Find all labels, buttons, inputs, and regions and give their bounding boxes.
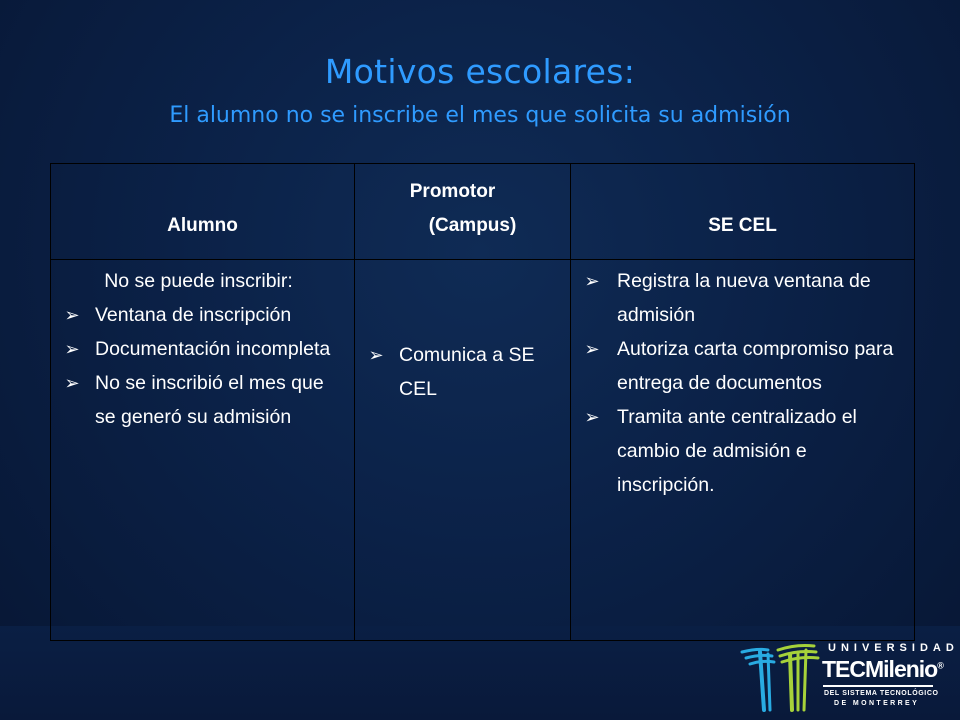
- cell-alumno: [51, 260, 355, 641]
- se-cel-list: [571, 264, 914, 502]
- header-se-cel-label: SE CEL: [708, 215, 777, 236]
- header-se-cel: [571, 164, 915, 260]
- alumno-item-text: Ventana de inscripción: [95, 304, 292, 326]
- promotor-item: [355, 338, 570, 406]
- arrow-bullet-icon: ➢: [368, 345, 384, 365]
- se-cel-item-text: Autoriza carta compromiso para entrega de documentos: [617, 338, 894, 394]
- alumno-item-text: Documentación incompleta: [95, 338, 331, 360]
- se-cel-item-text: Registra la nueva ventana de admisión: [617, 270, 871, 326]
- alumno-item: [51, 298, 354, 332]
- header-row: [51, 164, 915, 260]
- header-alumno-label: Alumno: [167, 215, 238, 236]
- logo-registered: ®: [937, 660, 943, 671]
- body-row: [51, 260, 915, 641]
- se-cel-item: [571, 400, 914, 502]
- logo-subtitle-2: DE MONTERREY: [834, 700, 920, 707]
- arrow-bullet-icon: ➢: [584, 339, 600, 359]
- se-cel-item: [571, 332, 914, 400]
- cell-se-cel: [571, 260, 915, 641]
- comparison-table: [50, 163, 915, 641]
- alumno-item: [51, 332, 354, 366]
- alumno-list: [51, 298, 354, 434]
- header-promotor-label: Promotor: [409, 181, 496, 202]
- slide-title: Motivos escolares:: [324, 52, 636, 91]
- cell-promotor: [355, 260, 571, 641]
- alumno-item: [51, 366, 354, 434]
- arrow-bullet-icon: ➢: [584, 407, 600, 427]
- slide-subtitle: El alumno no se inscribe el mes que solicita su admisión: [169, 103, 791, 128]
- tecmilenio-logo: [738, 622, 959, 718]
- logo-rule: [823, 685, 933, 687]
- header-alumno: [51, 164, 355, 260]
- promotor-list: [355, 338, 570, 406]
- logo-mark-icon: [738, 626, 822, 716]
- header-promotor: [355, 164, 571, 260]
- se-cel-item: [571, 264, 914, 332]
- header-campus-label: (Campus): [428, 215, 517, 236]
- arrow-bullet-icon: ➢: [64, 305, 80, 325]
- arrow-bullet-icon: ➢: [64, 339, 80, 359]
- se-cel-item-text: Tramita ante centralizado el cambio de admisión e inscripción.: [617, 406, 857, 496]
- logo-subtitle-1: DEL SISTEMA TECNOLÓGICO: [824, 690, 939, 697]
- alumno-item-text: No se inscribió el mes que se generó su admisión: [95, 372, 324, 428]
- logo-brand: [822, 656, 943, 683]
- logo-universidad: UNIVERSIDAD: [828, 642, 959, 654]
- alumno-intro: No se puede inscribir:: [104, 270, 293, 292]
- promotor-item-text: Comunica a SE CEL: [399, 344, 535, 400]
- arrow-bullet-icon: ➢: [584, 271, 600, 291]
- arrow-bullet-icon: ➢: [64, 373, 80, 393]
- logo-brand-text: TECMilenio: [822, 656, 938, 682]
